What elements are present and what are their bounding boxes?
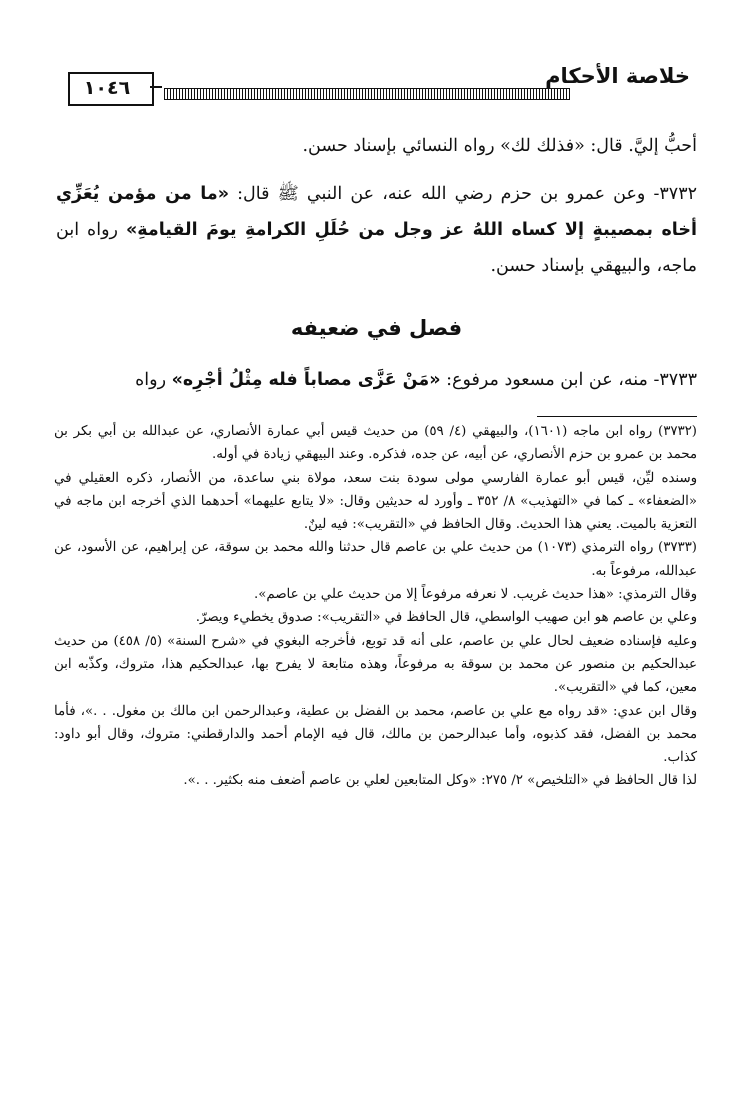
footnote-paragraph: وقال ابن عدي: «قد رواه مع علي بن عاصم، محمد بن الفضل بن عطية، وعبدالرحمن ابن مالك بن مغول. . .»، فأما محمد بن الفضل، فقد كذبوه، وأما عبدالرحمن بن مالك، قال فيه الإمام أحمد والدارقطني: متروك، وقال أبو داود: كذاب. [54, 703, 697, 766]
hadith-3732-source: رواه ابن ماجه، والبيهقي بإسناد حسن. [56, 220, 697, 276]
footnotes [54, 420, 697, 793]
hadith-3732-text: «ما من مؤمن يُعَزِّي أخاه بمصيبةٍ إلا كساه اللهُ عز وجل من حُلَلِ الكرامةِ يومَ القيامةِ» [56, 184, 697, 240]
hadith-3733-source: رواه [135, 370, 172, 390]
hadith-3733-text: «مَنْ عَزَّى مصاباً فله مِثْلُ أجْرِه» [171, 370, 441, 390]
hadith-3733-intro: ٣٧٣٣- منه، عن ابن مسعود مرفوع: [440, 370, 697, 390]
page-number-connector [150, 86, 162, 88]
footnote-paragraph: (٣٧٣٢) رواه ابن ماجه (١٦٠١)، والبيهقي (٤/ ٥٩) من حديث قيس أبي عمارة الأنصاري، عن عبدالله بن أبي بكر بن محمد بن عمرو بن حزم الأنصاري، عن أبيه، عن جده، فذكره. وعند البيهقي زيادة في أوله. [54, 424, 697, 463]
footnote-paragraph: وعلي بن عاصم هو ابن صهيب الواسطي، قال الحافظ في «التقريب»: صدوق يخطيء ويصرّ. [195, 610, 697, 626]
running-title: خلاصة الأحكام [545, 64, 690, 88]
footnote-paragraph: وسنده ليِّن، قيس أبو عمارة الفارسي مولى سودة بنت سعد، مولاة بني ساعدة، من الأنصار، ذكره العقيلي في «الضعفاء» ـ كما في «التهذيب» ٨/ ٣٥٢ ـ وأورد له حديثين وقال: «لا يتابع عليهما» أحدهما الذي أخرجه ابن ماجه في التعزية بالميت. يعني هذا الحديث. وقال الحافظ في «التقريب»: فيه لينٌ. [54, 470, 697, 533]
footnote-paragraph: (٣٧٣٣) رواه الترمذي (١٠٧٣) من حديث علي بن عاصم قال حدثنا والله محمد بن سوقة، عن إبراهيم، عن الأسود، عن عبدالله، مرفوعاً به. [54, 540, 697, 579]
page-number-box [62, 72, 164, 104]
footnote-paragraph: وعليه فإسناده ضعيف لحال علي بن عاصم، على أنه قد توبع، فأخرجه البغوي في «شرح السنة» (٥/ ٤٥٨) من حديث عبدالحكيم بن منصور عن محمد بن سوقة به مرفوعاً، وهذه متابعة لا يفرح بها، عبدالحكيم هذا، متروك، وكذّبه ابن معين، كما في «التقريب». [54, 633, 698, 696]
main-line-1: أحبُّ إليَّ. قال: «فذلك لك» رواه النسائي بإسناد حسن. [302, 136, 697, 156]
hadith-3733 [56, 370, 697, 390]
running-header [62, 62, 688, 108]
section-title: فصل في ضعيفه [290, 316, 463, 340]
footnote-paragraph: لذا قال الحافظ في «التلخيص» ٢/ ٢٧٥: «وكل المتابعين لعلي بن عاصم أضعف منه بكثير. . .». [183, 773, 697, 789]
header-ornament-bar [164, 88, 570, 100]
hadith-3732-intro: ٣٧٣٢- وعن عمرو بن حزم رضي الله عنه، عن النبي ﷺ قال: [229, 184, 697, 204]
page-number: ١٠٤٦ [83, 77, 131, 99]
footnote-paragraph: وقال الترمذي: «هذا حديث غريب. لا نعرفه مرفوعاً إلا من حديث علي بن عاصم». [254, 587, 697, 603]
footnote-separator [537, 416, 697, 417]
hadith-3732 [56, 176, 697, 284]
main-text [56, 128, 697, 284]
